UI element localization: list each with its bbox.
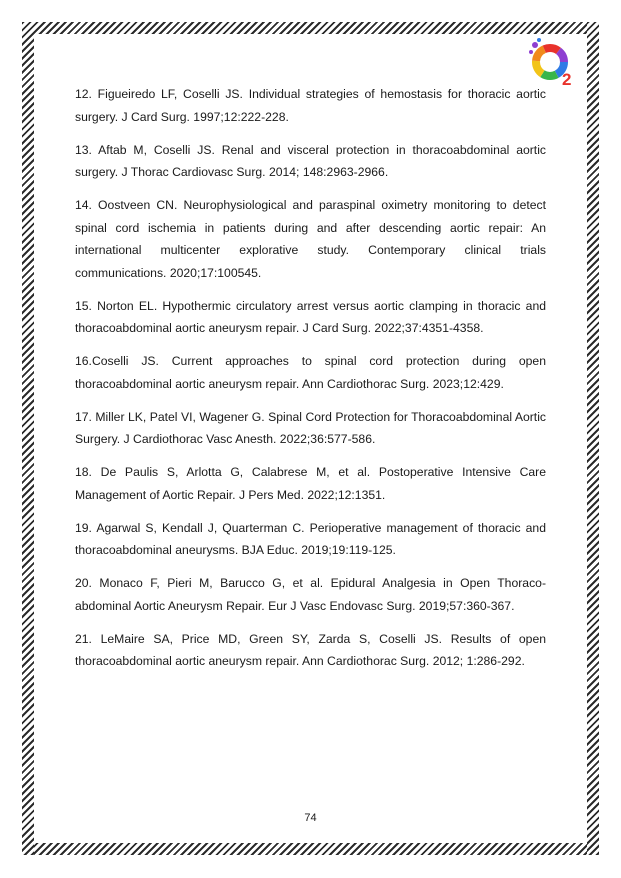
svg-text:2: 2: [562, 70, 572, 88]
reference-15: 15. Norton EL. Hypothermic circulatory arrest versus aortic clamping in thoracic and thoracoabdominal aortic aneurysm repair. J Card Surg. 2022;37:4351-4358.: [75, 298, 546, 335]
reference-20: 20. Monaco F, Pieri M, Barucco G, et al. Epidural Analgesia in Open Thoraco-abdominal Aortic Aneurysm Repair. Eur J Vasc Endovasc Surg. 2019;57:360-367.: [75, 576, 546, 613]
page-border-bottom: [22, 843, 599, 855]
reference-17: 17. Miller LK, Patel VI, Wagener G. Spinal Cord Protection for Thoracoabdominal Aortic Surgery. J Cardiothorac Vasc Anesth. 2022;36:577-586.: [75, 409, 546, 446]
reference-16: 16.Coselli JS. Current approaches to spinal cord protection during open thoracoabdominal aortic aneurysm repair. Ann Cardiothorac Surg. 2023;12:429.: [75, 354, 546, 391]
page-border-top: [22, 22, 599, 34]
reference-19: 19. Agarwal S, Kendall J, Quarterman C. Perioperative management of thoracic and thoracoabdominal aneurysms. BJA Educ. 2019;19:119-125.: [75, 520, 546, 557]
reference-14: 14. Oostveen CN. Neurophysiological and paraspinal oximetry monitoring to detect spinal cord ischemia in patients during and after descending aortic repair: An international multicenter explorative study. Contemporary clinical trials communications. 2020;17:100545.: [75, 198, 546, 280]
page-number: 74: [304, 812, 317, 824]
reference-21: 21. LeMaire SA, Price MD, Green SY, Zarda S, Coselli JS. Results of open thoracoabdominal aortic aneurysm repair. Ann Cardiothorac Surg. 2012; 1:286-292.: [75, 631, 546, 668]
reference-list: [75, 83, 546, 683]
reference-18: 18. De Paulis S, Arlotta G, Calabrese M, et al. Postoperative Intensive Care Management of Aortic Repair. J Pers Med. 2022;12:1351.: [75, 465, 546, 502]
o2-logo: [523, 36, 579, 88]
reference-13: 13. Aftab M, Coselli JS. Renal and visceral protection in thoracoabdominal aortic surgery. J Thorac Cardiovasc Surg. 2014; 148:2963-2966.: [75, 142, 546, 179]
page-border-left: [22, 22, 34, 855]
reference-12: 12. Figueiredo LF, Coselli JS. Individual strategies of hemostasis for thoracic aortic surgery. J Card Surg. 1997;12:222-228.: [75, 87, 546, 124]
page-border-right: [587, 22, 599, 855]
